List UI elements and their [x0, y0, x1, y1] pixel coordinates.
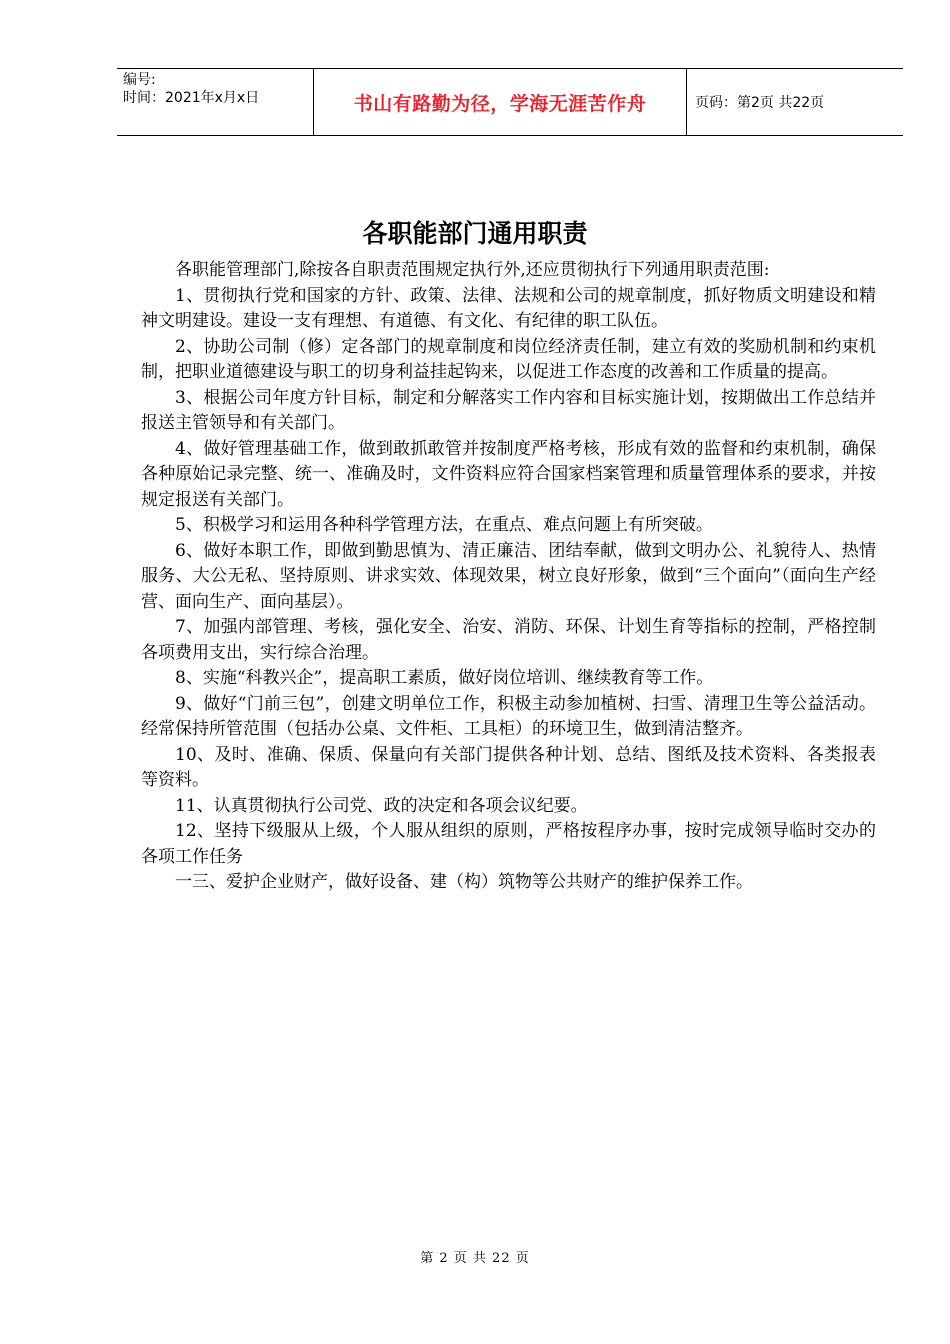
paragraph-item-11: 11、认真贯彻执行公司党、政的决定和各项会议纪要。	[175, 795, 588, 816]
paragraph-item-12: 12、坚持下级服从上级，个人服从组织的原则，严格按程序办事，按时完成领导临时交办的各项工作任务	[141, 821, 876, 867]
document-title: 各职能部门通用职责	[362, 219, 588, 248]
paragraph-item-1: 1、贯彻执行党和国家的方针、政策、法律、法规和公司的规章制度，抓好物质文明建设和精神文明建设。建设一支有理想、有道德、有文化、有纪律的职工队伍。	[141, 285, 876, 331]
paragraph-item-5: 5、积极学习和运用各种科学管理方法，在重点、难点问题上有所突破。	[175, 515, 713, 535]
header-page-info: 页码：第2页 共22页	[695, 95, 825, 111]
paragraph-item-9: 9、做好“门前三包”，创建文明单位工作，积极主动参加植树、扫雪、清理卫生等公益活动。经常保持所管范围（包括办公桌、文件柜、工具柜）的环境卫生，做到清洁整齐。	[141, 693, 876, 739]
page-footer: 第 2 页 共 22 页	[420, 1251, 530, 1266]
paragraph-item-3: 3、根据公司年度方针目标，制定和分解落实工作内容和目标实施计划，按期做出工作总结并报送主管领导和有关部门。	[141, 387, 876, 433]
paragraph-item-6: 6、做好本职工作，即做到勤思慎为、清正廉洁、团结奉献，做到文明办公、礼貌待人、热情服务、大公无私、坚持原则、讲求实效、体现效果，树立良好形象，做到“三个面向”（面向生产经营、面向生产、面向基层）。	[141, 540, 876, 612]
paragraph-item-4: 4、做好管理基础工作，做到敢抓敢管并按制度严格考核，形成有效的监督和约束机制，确保各种原始记录完整、统一、准确及时，文件资料应符合国家档案管理和质量管理体系的要求，并按规定报送有关部门。	[141, 438, 876, 510]
document-number-label: 编号:	[123, 72, 156, 88]
paragraph-item-13: 一三、爱护企业财产，做好设备、建（构）筑物等公共财产的维护保养工作。	[175, 872, 753, 892]
document-body	[141, 258, 876, 896]
page-header	[117, 68, 903, 136]
paragraph-item-2: 2、协助公司制（修）定各部门的规章制度和岗位经济责任制，建立有效的奖励机制和约束机制，把职业道德建设与职工的切身利益挂起钩来，以促进工作态度的改善和工作质量的提高。	[141, 336, 876, 382]
header-meta-cell	[117, 69, 314, 135]
paragraph-item-10: 10、及时、准确、保质、保量向有关部门提供各种计划、总结、图纸及技术资料、各类报表等资料。	[141, 744, 876, 790]
header-motto: 书山有路勤为径，学海无涯苦作舟	[314, 69, 687, 135]
paragraph-item-8: 8、实施“科教兴企”，提高职工素质，做好岗位培训、继续教育等工作。	[175, 668, 714, 688]
document-time-label: 时间：2021年x月x日	[123, 90, 260, 106]
paragraph-intro: 各职能管理部门,除按各自职责范围规定执行外,还应贯彻执行下列通用职责范围:	[175, 260, 770, 280]
paragraph-item-7: 7、加强内部管理、考核，强化安全、治安、消防、环保、计划生育等指标的控制，严格控制各项费用支出，实行综合治理。	[141, 617, 876, 663]
